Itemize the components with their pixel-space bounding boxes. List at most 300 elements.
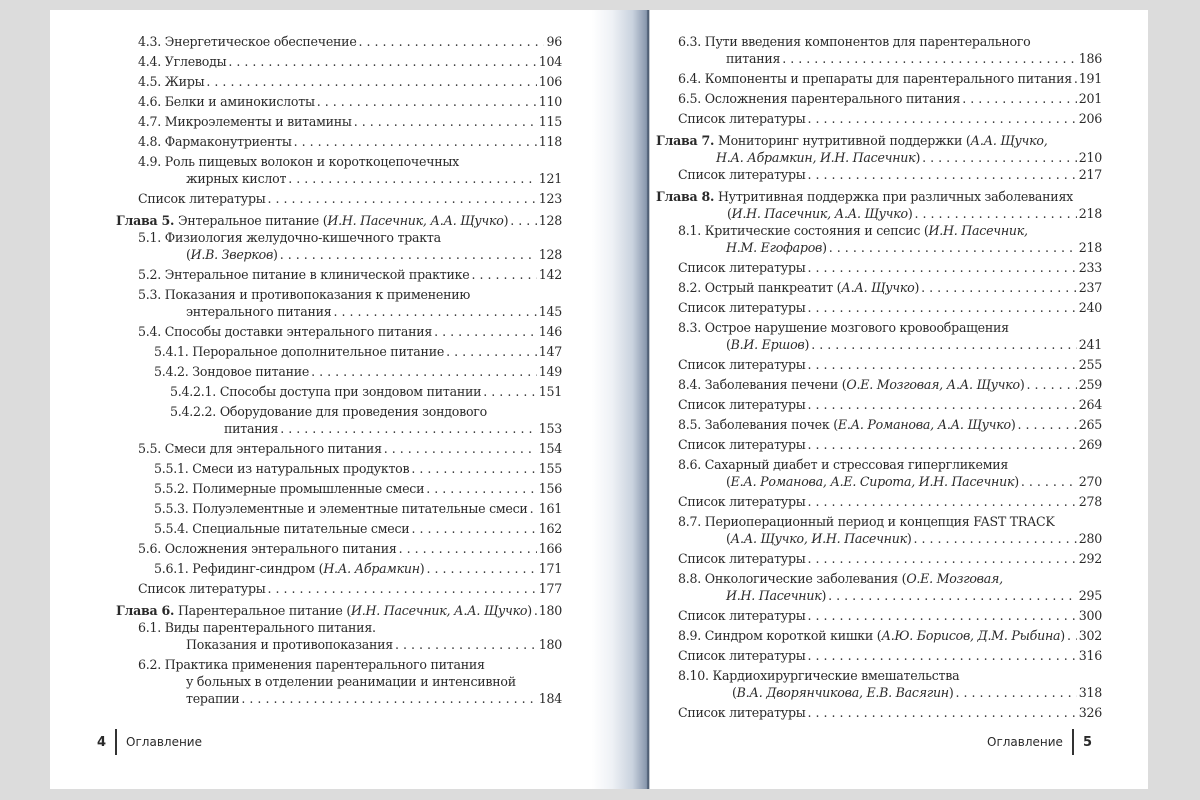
dot-leader [808, 550, 1077, 567]
right-page [650, 10, 1148, 789]
toc-entry-title [154, 343, 444, 360]
toc-entry [656, 456, 1102, 490]
toc-page-number: 191 [1078, 71, 1102, 86]
toc-entry-title [186, 636, 393, 653]
toc-entry-line [138, 93, 562, 110]
title-text: 5.6. Осложнения энтерального питания [138, 541, 397, 556]
toc-entry-line [154, 560, 562, 577]
title-text: 8.4. Заболевания печени ( [678, 377, 847, 392]
dot-leader [828, 587, 1077, 604]
toc-page-number: 201 [1078, 91, 1102, 106]
toc-entry-title [678, 570, 1003, 587]
title-text: Список литературы [678, 167, 806, 182]
toc-entry-title [678, 70, 1072, 87]
toc-entry-line [678, 376, 1102, 393]
toc-entry [656, 222, 1102, 256]
authors-text: И.Н. Пасечник, А.А. Щучко [327, 213, 504, 228]
book-spread [50, 10, 1148, 789]
title-text: ( [186, 247, 191, 262]
toc-entry-line [138, 580, 562, 597]
title-text-suffix: ) [914, 280, 920, 295]
title-text: 5.4.1. Пероральное дополнительное питание [154, 344, 445, 359]
toc-entry-line [678, 319, 1102, 336]
title-text: 4.3. Энергетическое обеспечение [138, 34, 357, 49]
toc-entry [116, 343, 562, 360]
toc-page-number: 104 [538, 54, 562, 69]
toc-entry-title [678, 513, 1055, 530]
toc-entry [656, 493, 1102, 510]
authors-text: В.И. Ершов [730, 337, 805, 352]
table-of-contents-left [116, 33, 562, 707]
toc-entry-line [138, 636, 562, 653]
dot-leader [956, 684, 1077, 701]
toc-entry-line [678, 647, 1102, 664]
toc-entry-title [656, 132, 1047, 149]
title-text: 4.4. Углеводы [138, 54, 227, 69]
authors-text: И.Н. Пасечник [726, 588, 822, 603]
title-text-suffix: ) [804, 337, 810, 352]
toc-entry-line [154, 363, 562, 380]
toc-page-number: 142 [538, 267, 562, 282]
authors-text: А.А. Щучко, [970, 133, 1048, 148]
title-text-suffix: ) [1014, 474, 1019, 489]
authors-text: В.А. Дворянчикова, Е.В. Васягин [736, 685, 949, 700]
dot-leader [808, 607, 1077, 624]
toc-entry-line [170, 383, 562, 400]
toc-entry-line [656, 132, 1102, 149]
toc-page-number: 118 [538, 134, 562, 149]
toc-entry [656, 319, 1102, 353]
toc-entry-title [726, 473, 1019, 490]
toc-entry [116, 500, 562, 517]
title-text-suffix: ) [906, 531, 912, 546]
toc-entry-title [154, 520, 409, 537]
title-text: ( [726, 474, 731, 489]
dot-leader [808, 166, 1077, 183]
toc-page-number: 318 [1078, 685, 1102, 700]
authors-text: И.Н. Пасечник, [928, 223, 1028, 238]
dot-leader [359, 33, 545, 50]
toc-entry-title [154, 560, 424, 577]
toc-entry-title [678, 259, 806, 276]
toc-entry-line [154, 343, 562, 360]
toc-entry [116, 93, 562, 110]
dot-leader [411, 520, 536, 537]
toc-entry-line [678, 513, 1102, 530]
dot-leader [311, 363, 537, 380]
title-text: 6.1. Виды парентерального питания. [138, 620, 376, 635]
title-text: Список литературы [678, 397, 806, 412]
title-text: 8.8. Онкологические заболевания ( [678, 571, 907, 586]
dot-leader [294, 133, 537, 150]
toc-page-number: 96 [546, 34, 562, 49]
toc-entry-title [678, 356, 806, 373]
title-text: Список литературы [678, 357, 806, 372]
toc-page-number: 255 [1078, 357, 1102, 372]
toc-entry-title [138, 190, 266, 207]
toc-entry-line [678, 259, 1102, 276]
toc-entry [656, 667, 1102, 701]
dot-leader [808, 647, 1077, 664]
title-text: Список литературы [678, 551, 806, 566]
title-text: ( [726, 337, 731, 352]
toc-entry [656, 607, 1102, 624]
toc-entry-title [138, 229, 441, 246]
toc-page-number: 155 [538, 461, 562, 476]
toc-entry-line [138, 673, 562, 690]
authors-text: Н.М. Егофаров [726, 240, 823, 255]
toc-entry-title [138, 93, 315, 110]
title-text: 4.5. Жиры [138, 74, 205, 89]
toc-chapter-entry [116, 602, 562, 619]
title-text-suffix: ) [1010, 417, 1016, 432]
toc-entry-title [678, 627, 1065, 644]
title-text-suffix: ) [822, 240, 827, 255]
toc-entry-line [678, 550, 1102, 567]
dot-leader [808, 299, 1077, 316]
toc-entry [656, 376, 1102, 393]
toc-page-number: 217 [1078, 167, 1102, 182]
title-text: Список литературы [678, 608, 806, 623]
toc-entry-line [170, 403, 562, 420]
title-text: 5.4. Способы доставки энтерального питания [138, 324, 433, 339]
toc-entry [116, 153, 562, 187]
toc-entry-title [138, 619, 376, 636]
title-text: 5.5.3. Полуэлементные и элементные питательные смеси [154, 501, 528, 516]
toc-entry-title [678, 222, 1028, 239]
toc-entry-line [138, 286, 562, 303]
toc-entry-title [726, 587, 826, 604]
toc-entry-line [138, 53, 562, 70]
toc-entry-line [678, 530, 1102, 547]
dot-leader [808, 110, 1077, 127]
toc-entry-line [154, 500, 562, 517]
toc-entry-line [678, 356, 1102, 373]
toc-entry-title [224, 420, 278, 437]
dot-leader [241, 690, 536, 707]
title-text: 6.5. Осложнения парентерального питания [678, 91, 961, 106]
title-text: 8.10. Кардиохирургические вмешательства [678, 668, 960, 683]
toc-page-number: 210 [1078, 150, 1102, 165]
dot-leader [411, 460, 536, 477]
title-text: энтерального питания [186, 304, 332, 319]
toc-page-number: 110 [538, 94, 562, 109]
title-text: 5.2. Энтеральное питание в клинической практике [138, 267, 470, 282]
title-text: Список литературы [678, 111, 806, 126]
authors-text: Н.А. Абрамкин, И.Н. Пасечник [716, 150, 916, 165]
toc-page-number: 180 [538, 637, 562, 652]
dot-leader [808, 396, 1077, 413]
toc-page-number: 302 [1078, 628, 1102, 643]
toc-entry-line [138, 540, 562, 557]
toc-entry-title [678, 110, 806, 127]
toc-entry-title [138, 53, 226, 70]
toc-entry-title [656, 188, 1073, 205]
toc-entry-title [116, 602, 532, 619]
title-text: 8.2. Острый панкреатит ( [678, 280, 842, 295]
toc-entry-line [170, 420, 562, 437]
title-text-suffix: ) [527, 603, 532, 618]
dot-leader [782, 50, 1076, 67]
title-text: Список литературы [678, 300, 806, 315]
dot-leader [811, 336, 1077, 353]
toc-page-number: 206 [1078, 111, 1102, 126]
title-text-suffix: ) [948, 685, 954, 700]
toc-page-number: 180 [538, 603, 562, 618]
toc-chapter-entry [116, 212, 562, 229]
authors-text: А.А. Щучко [841, 280, 915, 295]
right-page-footer [987, 728, 1092, 756]
toc-entry-title [186, 170, 286, 187]
toc-entry-line [138, 190, 562, 207]
title-text: 5.5.4. Специальные питательные смеси [154, 521, 410, 536]
left-page [50, 10, 590, 789]
title-text: 8.6. Сахарный диабет и стрессовая гипергликемия [678, 457, 1009, 472]
toc-page-number: 270 [1078, 474, 1102, 489]
title-text: ( [732, 685, 737, 700]
toc-page-number: 162 [538, 521, 562, 536]
toc-entry-line [138, 619, 562, 636]
title-text: 4.9. Роль пищевых волокон и короткоцепочечных [138, 154, 460, 169]
toc-page-number: 128 [538, 247, 562, 262]
toc-entry-title [138, 73, 204, 90]
title-text: 6.4. Компоненты и препараты для парентерального питания [678, 71, 1072, 86]
dot-leader [288, 170, 537, 187]
toc-entry-line [116, 212, 562, 229]
toc-entry-line [678, 110, 1102, 127]
dot-leader [395, 636, 537, 653]
toc-entry [656, 550, 1102, 567]
authors-text: Е.А. Романова, А.А. Щучко [837, 417, 1011, 432]
toc-entry [656, 259, 1102, 276]
toc-entry [116, 520, 562, 537]
authors-text: И.Н. Пасечник, А.А. Щучко [731, 206, 908, 221]
title-text: Мониторинг нутритивной поддержки ( [714, 133, 971, 148]
toc-page-number: 292 [1078, 551, 1102, 566]
title-text: 5.3. Показания и противопоказания к применению [138, 287, 471, 302]
toc-entry-title [138, 323, 432, 340]
toc-entry-line [678, 336, 1102, 353]
toc-entry [656, 416, 1102, 433]
toc-entry-title [732, 684, 954, 701]
toc-entry-line [678, 239, 1102, 256]
dot-leader [530, 500, 537, 517]
toc-page-number: 156 [538, 481, 562, 496]
toc-entry-line [138, 266, 562, 283]
title-text: Список литературы [138, 581, 266, 596]
toc-entry [656, 647, 1102, 664]
toc-entry-title [138, 266, 469, 283]
authors-text: О.Е. Мозговая, [906, 571, 1003, 586]
book-spine-gutter [592, 10, 650, 789]
dot-leader [1017, 416, 1076, 433]
toc-entry-title [678, 607, 806, 624]
authors-text: О.Е. Мозговая, А.А. Щучко [846, 377, 1020, 392]
title-text-suffix: ) [419, 561, 425, 576]
toc-entry-title [186, 303, 331, 320]
title-text: ( [727, 206, 732, 221]
toc-entry-title [678, 279, 919, 296]
toc-entry [116, 133, 562, 150]
toc-entry-title [678, 647, 806, 664]
title-text: 4.8. Фармаконутриенты [138, 134, 292, 149]
toc-entry [116, 190, 562, 207]
authors-text: И.Н. Пасечник, А.А. Щучко [351, 603, 528, 618]
toc-page-number: 121 [538, 171, 562, 186]
toc-page-number: 259 [1078, 377, 1102, 392]
toc-entry-line [138, 133, 562, 150]
toc-entry-title [154, 460, 409, 477]
title-text: Список литературы [678, 648, 806, 663]
toc-entry [116, 286, 562, 320]
toc-entry [656, 90, 1102, 107]
title-text: Список литературы [138, 191, 266, 206]
toc-entry-title [726, 336, 809, 353]
title-text: 4.7. Микроэлементы и витамины [138, 114, 352, 129]
toc-page-number: 265 [1078, 417, 1102, 432]
toc-page-number: 146 [538, 324, 562, 339]
toc-entry-title [154, 480, 424, 497]
toc-entry [656, 356, 1102, 373]
toc-entry-line [678, 570, 1102, 587]
title-text-suffix: ) [915, 150, 921, 165]
running-head: Оглавление [987, 735, 1063, 749]
toc-entry-title [170, 383, 481, 400]
toc-entry-title [678, 704, 806, 721]
toc-entry [116, 656, 562, 707]
title-text-suffix: ) [503, 213, 509, 228]
toc-page-number: 326 [1078, 705, 1102, 720]
dot-leader [471, 266, 536, 283]
toc-entry-title [138, 113, 352, 130]
chapter-label: Глава 8. [656, 189, 715, 204]
dot-leader [1067, 627, 1077, 644]
toc-page-number: 269 [1078, 437, 1102, 452]
dot-leader [446, 343, 537, 360]
dot-leader [808, 493, 1077, 510]
authors-text: А.Ю. Борисов, Д.М. Рыбина [881, 628, 1061, 643]
toc-entry-title [678, 550, 806, 567]
toc-entry-line [656, 149, 1102, 166]
toc-entry-line [678, 436, 1102, 453]
toc-entry-line [154, 520, 562, 537]
title-text: 8.7. Периоперационный период и концепция FAST TRACK [678, 514, 1055, 529]
toc-page-number: 240 [1078, 300, 1102, 315]
title-text: 8.3. Острое нарушение мозгового кровообращения [678, 320, 1009, 335]
title-text: 5.4.2.1. Способы доступа при зондовом питании [170, 384, 482, 399]
toc-entry-line [678, 704, 1102, 721]
toc-entry-line [678, 607, 1102, 624]
title-text: 5.5.1. Смеси из натуральных продуктов [154, 461, 410, 476]
dot-leader [808, 436, 1077, 453]
toc-entry-line [138, 170, 562, 187]
title-text: Энтеральное питание ( [174, 213, 328, 228]
toc-entry-line [656, 205, 1102, 222]
toc-entry [656, 70, 1102, 87]
toc-entry-title [138, 656, 485, 673]
dot-leader [483, 383, 536, 400]
toc-entry [116, 266, 562, 283]
toc-entry [656, 166, 1102, 183]
toc-entry-title [116, 212, 508, 229]
toc-entry [116, 619, 562, 653]
toc-entry-title [678, 299, 806, 316]
toc-entry-line [116, 602, 562, 619]
toc-entry-line [138, 656, 562, 673]
title-text: терапии [186, 691, 240, 706]
toc-entry-line [678, 493, 1102, 510]
running-head: Оглавление [126, 735, 202, 749]
title-text: Список литературы [678, 494, 806, 509]
title-text: 5.5. Смеси для энтерального питания [138, 441, 382, 456]
title-text: 6.3. Пути введения компонентов для парентерального [678, 34, 1031, 49]
toc-entry [116, 440, 562, 457]
toc-entry [116, 323, 562, 340]
toc-entry-line [138, 73, 562, 90]
toc-entry [116, 540, 562, 557]
toc-entry-line [138, 323, 562, 340]
title-text: жирных кислот [186, 171, 287, 186]
table-of-contents-right [656, 33, 1102, 721]
toc-entry-title [186, 246, 278, 263]
dot-leader [808, 259, 1077, 276]
dot-leader [510, 212, 536, 229]
toc-entry-title [678, 493, 806, 510]
title-text: питания [726, 51, 781, 66]
title-text: Парентеральное питание ( [174, 603, 352, 618]
dot-leader [534, 602, 537, 619]
toc-entry-title [186, 690, 239, 707]
title-text: Список литературы [678, 437, 806, 452]
dot-leader [426, 560, 536, 577]
title-text: Список литературы [678, 705, 806, 720]
title-text: 5.4.2.2. Оборудование для проведения зондового [170, 404, 487, 419]
dot-leader [829, 239, 1077, 256]
dot-leader [268, 190, 537, 207]
dot-leader [808, 704, 1077, 721]
dot-leader [384, 440, 537, 457]
toc-entry-line [678, 627, 1102, 644]
toc-page-number: 233 [1078, 260, 1102, 275]
toc-entry-title [186, 673, 516, 690]
page-number: 5 [1082, 734, 1092, 750]
title-text: Показания и противопоказания [186, 637, 393, 652]
title-text-suffix: ) [1060, 628, 1065, 643]
dot-leader [317, 93, 537, 110]
toc-entry-title [678, 667, 959, 684]
toc-entry-title [138, 133, 292, 150]
toc-page-number: 145 [538, 304, 562, 319]
toc-entry [656, 627, 1102, 644]
authors-text: Е.А. Романова, А.Е. Сирота, И.Н. Пасечник [730, 474, 1015, 489]
toc-page-number: 278 [1078, 494, 1102, 509]
toc-entry-title [678, 166, 806, 183]
toc-page-number: 154 [538, 441, 562, 456]
toc-entry-line [154, 460, 562, 477]
toc-page-number: 295 [1078, 588, 1102, 603]
toc-page-number: 115 [538, 114, 562, 129]
toc-entry [656, 33, 1102, 67]
title-text: 6.2. Практика применения парентерального питания [138, 657, 485, 672]
toc-entry-line [656, 188, 1102, 205]
toc-entry-line [678, 299, 1102, 316]
toc-entry-line [138, 303, 562, 320]
toc-entry [656, 513, 1102, 547]
toc-page-number: 218 [1078, 206, 1102, 221]
toc-entry-line [138, 246, 562, 263]
toc-entry-title [726, 239, 827, 256]
dot-leader [354, 113, 537, 130]
